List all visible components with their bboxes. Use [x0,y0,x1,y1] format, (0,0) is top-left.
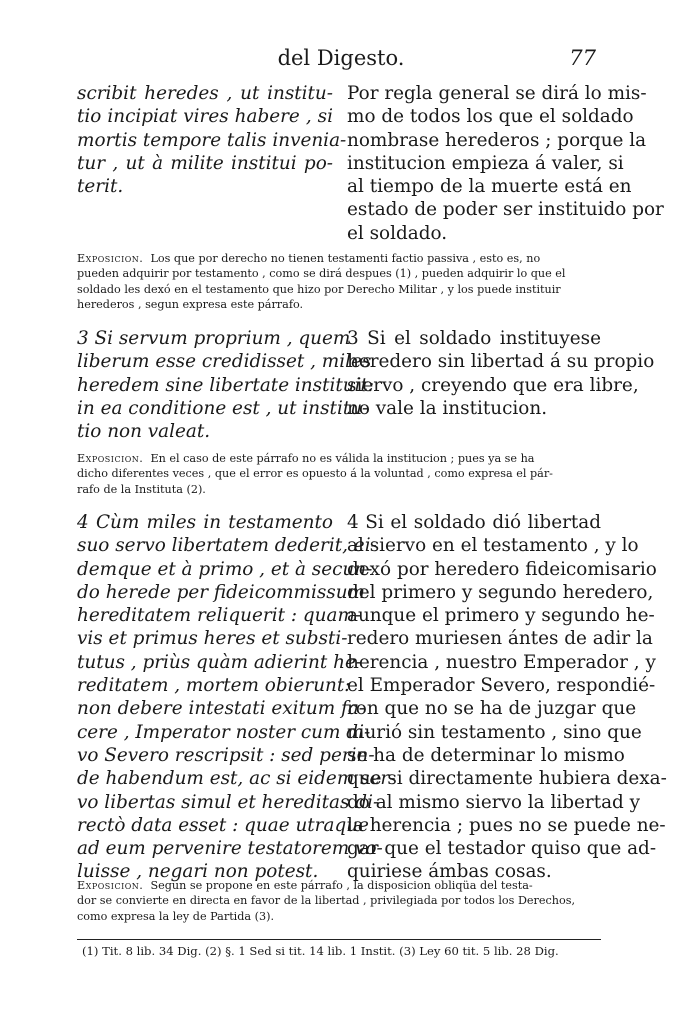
spanish-line: siervo , creyendo que era libre, [347,374,639,396]
latin-text [77,83,347,199]
latin-line: vo Severo rescripsit : sed perin- [77,744,375,766]
spanish-line: Por regla general se dirá lo mis- [347,83,647,104]
spanish-line: do al mismo siervo la libertad y [347,791,641,813]
exposicion-note [77,251,601,312]
spanish-line: ron que no se ha de juzgar que [347,698,637,720]
spanish-line: 4 Si el soldado dió libertad [347,512,601,533]
spanish-line: del primero y segundo heredero, [347,581,654,603]
spanish-line: redero muriesen ántes de adir la [347,628,653,650]
spanish-line: dexó por heredero fideicomisario [347,558,657,580]
spanish-line: que si directamente hubiera dexa- [347,768,667,790]
latin-line: cere , Imperator noster cum di- [77,721,371,743]
spanish-line: estado de poder ser instituido por [347,199,664,221]
spanish-line: no vale la institucion. [347,397,548,419]
exposicion-label: Exposicion. [77,879,144,892]
spanish-line: murió sin testamento , sino que [347,721,642,743]
exposicion-line: dor se convierte en directa en favor de la libertad , privilegiada por todos los Derechos, [77,894,576,908]
page-number: 77 [569,46,596,70]
exposicion-line: dicho diferentes veces , que el error es opuesto á la voluntad , como expresa el pár- [77,467,553,481]
latin-line: suo servo libertatem dederit, ei- [77,535,377,557]
spanish-text [347,83,664,246]
spanish-line: gar que el testador quiso que ad- [347,838,657,860]
exposicion-line: soldado les dexó en el testamento que hizo por Derecho Militar , y los puede instituir [77,282,561,296]
latin-line: heredem sine libertate instituit: [77,374,375,396]
latin-line: non debere intestati exitum fa- [77,698,365,720]
latin-line: ad eum pervenire testatorem vo- [77,838,383,860]
exposicion-label: Exposicion. [77,252,144,265]
spanish-line: al siervo en el testamento , y lo [347,535,639,557]
spanish-line: el Emperador Severo, respondié- [347,675,656,697]
exposicion-line: herederos , segun expresa este párrafo. [77,297,304,311]
latin-line: de habendum est, ac si eidem ser- [77,768,396,790]
latin-line: tur , ut à milite institui po- [77,152,333,174]
latin-line: tio non valeat. [77,421,211,443]
latin-line: mortis tempore talis invenia- [77,129,347,151]
page-header [0,46,682,76]
spanish-line: al tiempo de la muerte está en [347,176,632,198]
latin-line: demque et à primo , et à secun- [77,558,373,580]
spanish-line: mo de todos los que el soldado [347,106,634,128]
exposicion-line: En el caso de este párrafo no es válida la institucion ; pues ya se ha [150,452,535,465]
spanish-line: 3 Si el soldado instituyese [347,328,601,349]
exposicion-note [77,878,601,924]
spanish-line: nombrase herederos ; porque la [347,129,647,151]
spanish-line: institucion empieza á valer, si [347,152,624,174]
exposicion-note [77,451,601,497]
exposicion-label: Exposicion. [77,452,144,465]
spanish-line: aunque el primero y segundo he- [347,605,655,627]
spanish-line: heredero sin libertad á su propio [347,351,655,373]
exposicion-line: como expresa la ley de Partida (3). [77,909,275,923]
spanish-text [347,512,667,885]
footnote-rule [77,939,601,940]
spanish-line: el soldado. [347,222,448,244]
latin-line: terit. [77,176,124,198]
latin-line: hereditatem reliquerit : quam- [77,605,362,627]
latin-line: reditatem , mortem obierunt: [77,675,351,697]
exposicion-line: Segun se propone en este párrafo , la disposicion obliqüa del testa- [150,879,533,892]
latin-line: 4 Cùm miles in testamento [77,512,333,533]
spanish-line: se ha de determinar lo mismo [347,744,625,766]
latin-line: in ea conditione est , ut institu- [77,397,369,419]
latin-line: liberum esse credidisset , miles [77,351,372,373]
latin-line: vis et primus heres et substi- [77,628,348,650]
latin-line: rectò data esset : quae utraque [77,814,369,836]
exposicion-line: rafo de la Instituta (2). [77,482,206,496]
latin-line: do herede per fideicommissum [77,581,365,603]
latin-line: tio incipiat vires habere , si [77,106,333,128]
latin-line: luisse , negari non potest. [77,861,319,883]
spanish-line: quiriese ámbas cosas. [347,861,552,883]
footnotes: (1) Tit. 8 lib. 34 Dig. (2) §. 1 Sed si tit. 14 lib. 1 Instit. (3) Ley 60 tit. 5 lib. 28 Dig. [82,944,559,958]
latin-line: tutus , priùs quàm adierint he- [77,651,363,673]
spanish-text [347,328,655,421]
exposicion-line: pueden adquirir por testamento , como se dirá despues (1) , pueden adquirir lo que el [77,267,566,281]
latin-line: vo libertas simul et hereditas di- [77,791,380,813]
latin-line: scribit heredes , ut institu- [77,83,333,104]
running-title: del Digesto. [277,46,405,70]
exposicion-line: Los que por derecho no tienen testamenti factio passiva , esto es, no [150,252,541,265]
spanish-line: herencia , nuestro Emperador , y [347,651,656,673]
latin-line: 3 Si servum proprium , quem [77,328,351,349]
latin-text [77,512,396,885]
spanish-line: la herencia ; pues no se puede ne- [347,814,666,836]
latin-text [77,328,375,444]
